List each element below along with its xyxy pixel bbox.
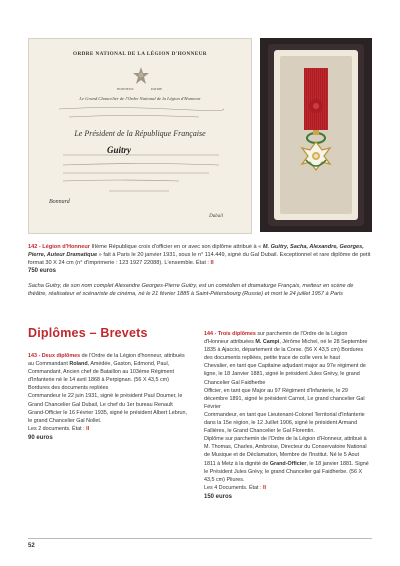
diploma-header: ORDRE NATIONAL DE LA LÉGION D'HONNEUR <box>73 51 207 57</box>
lot-144-text-a: sur parchemin de l'Ordre de la Légion d'Honneur attribuées <box>204 331 348 346</box>
lot-142-recipient: M. Guitry, Sacha, Alexandre, Georges, Pierre, Auteur Dramatique <box>28 244 364 258</box>
diploma-image <box>28 38 252 234</box>
medal-case-drawing <box>260 38 372 232</box>
lot-144-text-g: , le 18 janvier 1881. Signé le Président Jules Grévy, le grand Chancelier gal Faidherbe. (56 X 43,5 cm) Pliures. <box>204 460 369 483</box>
lot-143-title: 143 - Deux diplômes <box>28 353 81 359</box>
lot-143-paragraph <box>28 352 192 392</box>
lot-144-paragraph <box>204 330 372 362</box>
lot-144-name: M. Campi <box>255 339 280 346</box>
diploma-motto-left: HONNEUR <box>117 87 134 91</box>
lot-144-commandeur: Commandeur, en tant que Lieutenant-Colonel Territorial d'Infanterie dans la 15e région, le 12 Juillet 1906, signé le président Armand Fallières, le Grand Chancelier le Gal Florentin. <box>204 411 365 435</box>
lot-144-state-label: Les 4 Documents. État : <box>204 484 264 491</box>
diploma-recipient-name: Guitry <box>107 145 132 155</box>
lot-142-title: 142 - Légion d'Honneur <box>28 244 90 250</box>
lot-142-bio: Sacha Guitry, de son nom complet Alexandre Georges-Pierre Guitry, est un comédien et dramaturge Français, metteur en scène de théâtre, réalisateur et scénariste de cinéma, né le 21 février 1885 à Saint-Pétersbourg (Russie) et mort le 24 juillet 1957 à Paris <box>28 283 354 297</box>
section-title: Diplômes – Brevets <box>28 326 148 340</box>
lot-144-chevalier: Chevalier, en tant que Capitaine adjudant major au 97e régiment de ligne, le 18 Janvier 1881, signé le président Jules Grévy, le grand Chancelier Gal Faidherbe <box>204 363 366 386</box>
lot-144-text-f: Diplôme sur parchemin de l'Ordre de la Légion d'Honneur, attribué à M. Thomas, Charles, Ambroise, Directeur du Conservatoire National de Musique et de Déclamation, Membre de l'Institut. Né le 5 Aout 1811 à Metz à la dignité de <box>204 436 367 467</box>
lot-142-text: IIIème République croix d'officier en or avec son diplôme attribué à « <box>89 244 263 250</box>
lot-143-state-label: Les 2 documents. État : <box>28 425 87 432</box>
lot-143-name: Roland <box>69 361 88 368</box>
lot-144-block <box>204 330 372 501</box>
lot-142-state: II <box>210 260 214 266</box>
lot-143-grand-officier: Grand-Officier le 16 Février 1935, signé le président Albert Lebrun, le grand Chancelier Gal Nollet. <box>28 409 188 424</box>
lot-143-price: 90 euros <box>28 434 53 441</box>
diploma-signature-left: Bonnard <box>49 199 70 205</box>
lot-144-officier: Officier, en tant que Major au 97 Régiment d'Infanterie, le 29 décembre 1891, signé le président Carnot, Le grand chancelier Gal Février <box>204 387 365 410</box>
lot-142-price: 750 euros <box>28 268 57 274</box>
lot-143-block <box>28 352 192 442</box>
lot-143-state-line <box>28 425 192 433</box>
diploma-script-lines <box>49 103 233 213</box>
lot-143-text-a: de l'Ordre de la Légion d'honneur, attribués au Commandant <box>28 353 185 368</box>
lot-142-description <box>28 243 372 267</box>
lot-144-grade: Grand-Officier <box>269 460 307 467</box>
lot-143-text-b: , Amédée, Gaston, Edmond, Paul, Commandant, Ancien chef de Bataillon au 103ème Régiment d'Infanterie né le 14 avril 1868 à Perpignan. (56 X 43,5 cm) Bordures des documents repliées <box>28 361 174 392</box>
lot-142-text2: » fait à Paris le 20 janvier 1931, sous le n° 114.449, signé du Gal Dubail. Exceptionnel et rare diplôme de petit format 30 X 24 cm (n° d'imprimerie : 123 1927 22088). L'ensemble. État : <box>28 252 371 266</box>
lot-144-title: 144 - Trois diplômes <box>204 331 256 337</box>
medal-case-image <box>260 38 372 232</box>
lot-144-state-line <box>204 484 372 492</box>
lot-143-state: II <box>86 425 90 432</box>
legion-cross-emblem-icon <box>132 65 150 87</box>
lot-144-thomas <box>204 435 372 484</box>
page-number: 52 <box>28 543 35 549</box>
diploma-line-chancelier: Le Grand Chancelier de l'Ordre National de la Légion d'Honneur <box>79 96 201 101</box>
lot-144-price: 150 euros <box>204 493 233 500</box>
page-footer-rule <box>28 538 372 539</box>
lot-144-state: II <box>263 484 267 491</box>
diploma-motto-right: PATRIE <box>151 87 163 91</box>
lot-144-text-b: , Jérôme Michel, né le 28 Septembre 1835 à Ajaccio, département de la Corse. (56 X 43,5 cm) Bordures des documents repliées, petite trace de colle vers le haut <box>204 339 368 362</box>
diploma-line-president: Le Président de la République Française <box>74 129 206 138</box>
lot-143-commandeur: Commandeur le 22 juin 1931, signé le président Paul Doumer, le Grand Chancelier Gal Dubail, Le chef du 1er bureau Renault <box>28 393 183 408</box>
diploma-signature-right: Dubail <box>209 214 223 219</box>
